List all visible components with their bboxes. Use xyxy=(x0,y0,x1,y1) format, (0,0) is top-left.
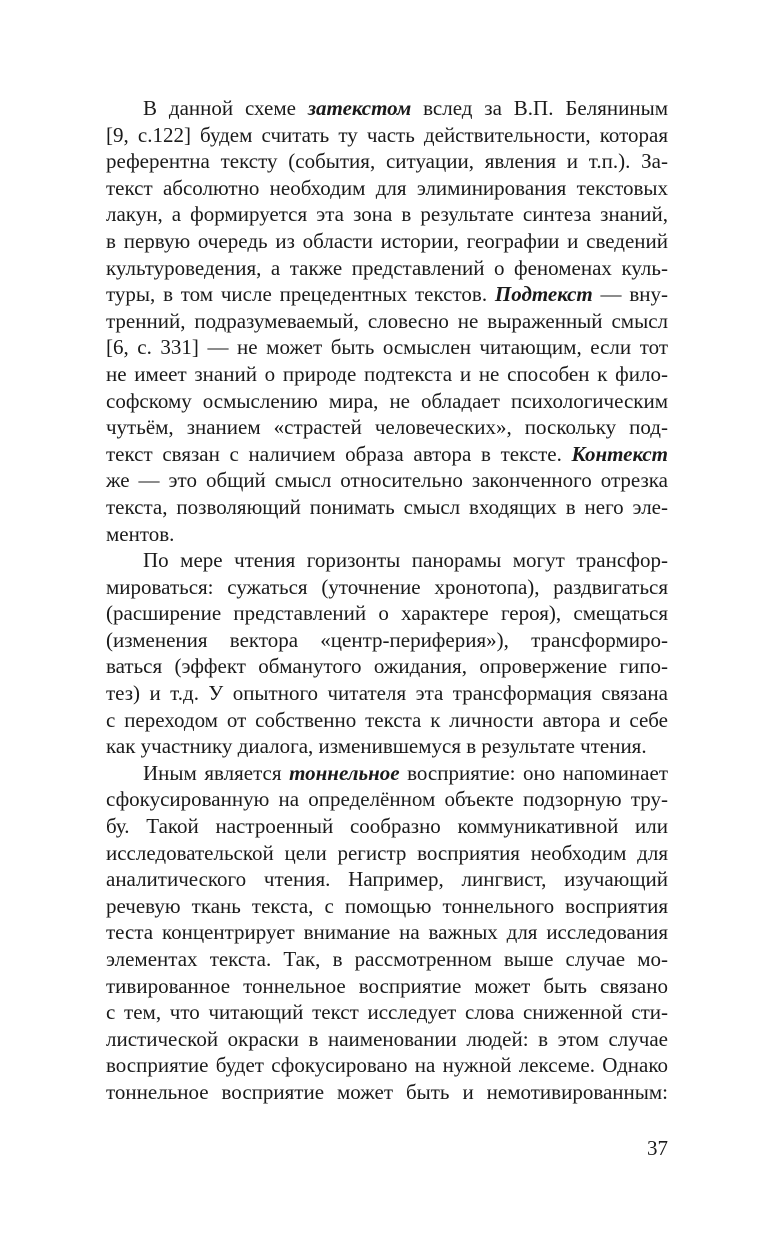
text-line xyxy=(106,361,668,388)
text-run: же — это общий смысл относительно законченного отрезка xyxy=(106,468,668,493)
text-line xyxy=(106,255,668,282)
text-line xyxy=(106,973,668,1000)
text-run: как участнику диалога, изменившемуся в результате чтения. xyxy=(106,734,647,759)
text-run: софскому осмыслению мира, не обладает психологическим xyxy=(106,388,668,413)
emphasized-term: Контекст xyxy=(571,441,668,466)
text-run: культуроведения, а также представлений о феноменах куль- xyxy=(106,255,668,280)
text-line xyxy=(106,175,668,202)
text-run: сфокусированную на определённом объекте подзорную тру- xyxy=(106,787,668,812)
text-run: текст связан с наличием образа автора в тексте. xyxy=(106,441,572,466)
text-run: тивированное тоннельное восприятие может быть связано xyxy=(106,973,668,998)
text-run: восприятие будет сфокусировано на нужной лексеме. Однако xyxy=(106,1053,668,1078)
text-line xyxy=(106,893,668,920)
text-line xyxy=(106,201,668,228)
text-run: ваться (эффект обманутого ожидания, опровержение гипо- xyxy=(106,654,668,679)
text-run: туры, в том числе прецедентных текстов. xyxy=(106,282,495,307)
text-line xyxy=(106,866,668,893)
text-line xyxy=(106,95,668,122)
text-line xyxy=(106,334,668,361)
text-run: лакун, а формируется эта зона в результате синтеза знаний, xyxy=(106,202,668,227)
text-run: листической окраски в наименовании людей: в этом случае xyxy=(106,1026,668,1051)
text-line xyxy=(106,946,668,973)
text-run: тоннельное восприятие может быть и немотивированным: xyxy=(106,1079,668,1104)
text-line xyxy=(106,1026,668,1053)
text-run: вслед за В.П. Беляниным xyxy=(411,96,668,120)
text-line xyxy=(106,840,668,867)
text-run: (изменения вектора «центр-периферия»), трансформиро- xyxy=(106,627,668,652)
text-run: тез) и т.д. У опытного читателя эта трансформация связана xyxy=(106,681,668,706)
text-line xyxy=(106,148,668,175)
text-line xyxy=(106,786,668,813)
text-line xyxy=(106,521,668,548)
text-run: [6, с. 331] — не может быть осмыслен читающим, если тот xyxy=(106,335,668,360)
text-line xyxy=(106,574,668,601)
text-run: мироваться: сужаться (уточнение хронотопа), раздвигаться xyxy=(106,574,668,599)
text-line xyxy=(106,388,668,415)
text-run: Иным является xyxy=(143,760,290,785)
text-line xyxy=(106,733,668,760)
text-line xyxy=(106,999,668,1026)
text-run: исследовательской цели регистр восприятия необходим для xyxy=(106,840,668,865)
text-run: В данной схеме xyxy=(143,96,308,120)
text-run: ментов. xyxy=(106,521,175,546)
emphasized-term: затекстом xyxy=(307,96,412,120)
text-run: чутьём, знанием «страстей человеческих», поскольку под- xyxy=(106,415,668,440)
paragraph xyxy=(106,95,668,547)
text-line xyxy=(106,547,668,574)
text-run: [9, с.122] будем считать ту часть действительности, которая xyxy=(106,122,668,147)
text-line xyxy=(106,441,668,468)
text-run: восприятие: оно напоминает xyxy=(399,760,668,785)
paragraph xyxy=(106,760,668,1106)
text-run: с тем, что читающий текст исследует слова сниженной сти- xyxy=(106,1000,668,1025)
text-line xyxy=(106,122,668,149)
text-line xyxy=(106,467,668,494)
emphasized-term: тоннельное xyxy=(289,760,400,785)
text-line xyxy=(106,627,668,654)
text-run: аналитического чтения. Например, лингвист, изучающий xyxy=(106,867,668,892)
paragraph xyxy=(106,547,668,760)
text-line xyxy=(106,760,668,787)
text-run: бу. Такой настроенный сообразно коммуникативной или xyxy=(106,814,668,839)
emphasized-term: Подтекст xyxy=(494,282,593,307)
text-line xyxy=(106,281,668,308)
text-line xyxy=(106,414,668,441)
text-run: речевую ткань текста, с помощью тоннельного восприятия xyxy=(106,893,668,918)
text-run: текст абсолютно необходим для элиминирования текстовых xyxy=(106,175,668,200)
text-run: не имеет знаний о природе подтекста и не способен к фило- xyxy=(106,361,668,386)
text-line xyxy=(106,600,668,627)
text-run: в первую очередь из области истории, географии и сведений xyxy=(106,228,668,253)
text-line xyxy=(106,308,668,335)
text-line xyxy=(106,228,668,255)
text-run: элементах текста. Так, в рассмотренном выше случае мо- xyxy=(106,947,668,971)
text-line xyxy=(106,919,668,946)
text-line xyxy=(106,1079,668,1106)
text-run: теста концентрирует внимание на важных для исследования xyxy=(106,920,668,945)
text-line xyxy=(106,653,668,680)
text-line xyxy=(106,1052,668,1079)
text-run: референтна тексту (события, ситуации, явления и т.п.). За- xyxy=(106,149,668,174)
text-run: тренний, подразумеваемый, словесно не выраженный смысл xyxy=(106,308,668,333)
text-run: (расширение представлений о характере героя), смещаться xyxy=(106,601,668,626)
text-line xyxy=(106,707,668,734)
text-run: По мере чтения горизонты панорамы могут трансфор- xyxy=(143,548,668,573)
text-line xyxy=(106,680,668,707)
text-line xyxy=(106,494,668,521)
text-run: текста, позволяющий понимать смысл входящих в него эле- xyxy=(106,494,668,519)
page-number: 37 xyxy=(647,1136,668,1160)
page-body xyxy=(106,95,668,1106)
text-run: — вну- xyxy=(592,282,669,307)
text-line xyxy=(106,813,668,840)
text-run: с переходом от собственно текста к личности автора и себе xyxy=(106,707,668,732)
